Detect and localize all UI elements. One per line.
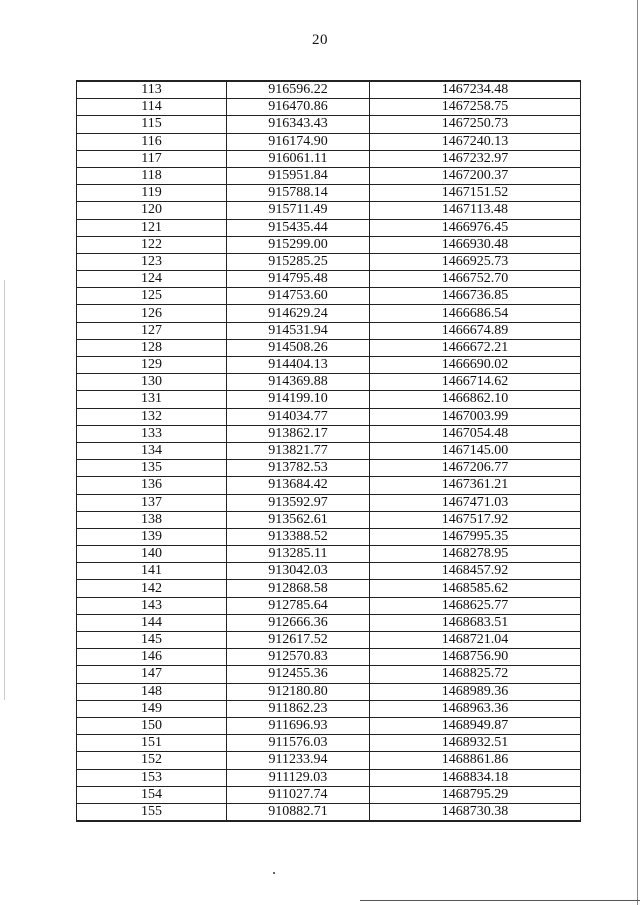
table-row — [77, 391, 581, 408]
point-number-cell: 123 — [77, 253, 227, 270]
x-coordinate-cell: 914369.88 — [227, 374, 370, 391]
y-coordinate-cell: 1468721.04 — [370, 632, 581, 649]
x-coordinate-cell: 911129.03 — [227, 769, 370, 786]
y-coordinate-cell: 1467054.48 — [370, 425, 581, 442]
table-row — [77, 288, 581, 305]
point-number-cell: 118 — [77, 167, 227, 184]
y-coordinate-cell: 1466925.73 — [370, 253, 581, 270]
x-coordinate-cell: 916343.43 — [227, 116, 370, 133]
table-row — [77, 563, 581, 580]
table-row — [77, 769, 581, 786]
table-row — [77, 546, 581, 563]
x-coordinate-cell: 914629.24 — [227, 305, 370, 322]
x-coordinate-cell: 912617.52 — [227, 632, 370, 649]
point-number-cell: 152 — [77, 752, 227, 769]
x-coordinate-cell: 915951.84 — [227, 167, 370, 184]
point-number-cell: 153 — [77, 769, 227, 786]
x-coordinate-cell: 911696.93 — [227, 717, 370, 734]
scan-speck — [273, 872, 275, 874]
x-coordinate-cell: 915435.44 — [227, 219, 370, 236]
point-number-cell: 135 — [77, 460, 227, 477]
x-coordinate-cell: 915788.14 — [227, 185, 370, 202]
table-row — [77, 133, 581, 150]
y-coordinate-cell: 1468834.18 — [370, 769, 581, 786]
y-coordinate-cell: 1466674.89 — [370, 322, 581, 339]
x-coordinate-cell: 911027.74 — [227, 786, 370, 803]
scan-edge-line-left — [4, 280, 5, 700]
point-number-cell: 136 — [77, 477, 227, 494]
point-number-cell: 116 — [77, 133, 227, 150]
point-number-cell: 125 — [77, 288, 227, 305]
x-coordinate-cell: 911576.03 — [227, 735, 370, 752]
point-number-cell: 140 — [77, 546, 227, 563]
table-row — [77, 236, 581, 253]
y-coordinate-cell: 1467361.21 — [370, 477, 581, 494]
x-coordinate-cell: 913684.42 — [227, 477, 370, 494]
x-coordinate-cell: 914034.77 — [227, 408, 370, 425]
x-coordinate-cell: 911862.23 — [227, 700, 370, 717]
point-number-cell: 128 — [77, 339, 227, 356]
y-coordinate-cell: 1467232.97 — [370, 150, 581, 167]
y-coordinate-cell: 1467113.48 — [370, 202, 581, 219]
y-coordinate-cell: 1468861.86 — [370, 752, 581, 769]
y-coordinate-cell: 1468730.38 — [370, 803, 581, 821]
table-row — [77, 305, 581, 322]
point-number-cell: 141 — [77, 563, 227, 580]
point-number-cell: 132 — [77, 408, 227, 425]
point-number-cell: 138 — [77, 511, 227, 528]
y-coordinate-cell: 1467003.99 — [370, 408, 581, 425]
x-coordinate-cell: 912180.80 — [227, 683, 370, 700]
point-number-cell: 121 — [77, 219, 227, 236]
y-coordinate-cell: 1468585.62 — [370, 580, 581, 597]
table-row — [77, 99, 581, 116]
y-coordinate-cell: 1467151.52 — [370, 185, 581, 202]
y-coordinate-cell: 1468825.72 — [370, 666, 581, 683]
point-number-cell: 147 — [77, 666, 227, 683]
x-coordinate-cell: 916596.22 — [227, 81, 370, 99]
table-row — [77, 717, 581, 734]
point-number-cell: 142 — [77, 580, 227, 597]
x-coordinate-cell: 914199.10 — [227, 391, 370, 408]
table-row — [77, 442, 581, 459]
y-coordinate-cell: 1467471.03 — [370, 494, 581, 511]
y-coordinate-cell: 1466752.70 — [370, 271, 581, 288]
table-row — [77, 580, 581, 597]
y-coordinate-cell: 1468625.77 — [370, 597, 581, 614]
table-row — [77, 425, 581, 442]
table-row — [77, 339, 581, 356]
x-coordinate-cell: 916174.90 — [227, 133, 370, 150]
x-coordinate-cell: 912570.83 — [227, 649, 370, 666]
x-coordinate-cell: 913562.61 — [227, 511, 370, 528]
table-row — [77, 374, 581, 391]
table-row — [77, 219, 581, 236]
point-number-cell: 127 — [77, 322, 227, 339]
y-coordinate-cell: 1468989.36 — [370, 683, 581, 700]
y-coordinate-cell: 1466736.85 — [370, 288, 581, 305]
y-coordinate-cell: 1467258.75 — [370, 99, 581, 116]
x-coordinate-cell: 913782.53 — [227, 460, 370, 477]
table-row — [77, 167, 581, 184]
point-number-cell: 122 — [77, 236, 227, 253]
x-coordinate-cell: 915299.00 — [227, 236, 370, 253]
y-coordinate-cell: 1467250.73 — [370, 116, 581, 133]
point-number-cell: 149 — [77, 700, 227, 717]
x-coordinate-cell: 912868.58 — [227, 580, 370, 597]
table-row — [77, 357, 581, 374]
y-coordinate-cell: 1466686.54 — [370, 305, 581, 322]
table-row — [77, 185, 581, 202]
table-row — [77, 460, 581, 477]
y-coordinate-cell: 1467517.92 — [370, 511, 581, 528]
table-row — [77, 202, 581, 219]
x-coordinate-cell: 916470.86 — [227, 99, 370, 116]
point-number-cell: 139 — [77, 528, 227, 545]
y-coordinate-cell: 1466976.45 — [370, 219, 581, 236]
table-row — [77, 116, 581, 133]
y-coordinate-cell: 1466690.02 — [370, 357, 581, 374]
x-coordinate-cell: 913042.03 — [227, 563, 370, 580]
y-coordinate-cell: 1467200.37 — [370, 167, 581, 184]
x-coordinate-cell: 913862.17 — [227, 425, 370, 442]
table-row — [77, 735, 581, 752]
x-coordinate-cell: 913592.97 — [227, 494, 370, 511]
table-row — [77, 528, 581, 545]
y-coordinate-cell: 1466672.21 — [370, 339, 581, 356]
table-row — [77, 322, 581, 339]
x-coordinate-cell: 914404.13 — [227, 357, 370, 374]
point-number-cell: 146 — [77, 649, 227, 666]
table-row — [77, 408, 581, 425]
point-number-cell: 113 — [77, 81, 227, 99]
y-coordinate-cell: 1468949.87 — [370, 717, 581, 734]
point-number-cell: 119 — [77, 185, 227, 202]
x-coordinate-cell: 911233.94 — [227, 752, 370, 769]
point-number-cell: 130 — [77, 374, 227, 391]
y-coordinate-cell: 1466930.48 — [370, 236, 581, 253]
x-coordinate-cell: 916061.11 — [227, 150, 370, 167]
y-coordinate-cell: 1468683.51 — [370, 614, 581, 631]
y-coordinate-cell: 1468278.95 — [370, 546, 581, 563]
scan-edge-line-bottom — [360, 900, 640, 901]
table-row — [77, 649, 581, 666]
y-coordinate-cell: 1467206.77 — [370, 460, 581, 477]
point-number-cell: 151 — [77, 735, 227, 752]
y-coordinate-cell: 1468756.90 — [370, 649, 581, 666]
point-number-cell: 124 — [77, 271, 227, 288]
table-row — [77, 752, 581, 769]
y-coordinate-cell: 1467145.00 — [370, 442, 581, 459]
table-row — [77, 614, 581, 631]
x-coordinate-cell: 914508.26 — [227, 339, 370, 356]
table-row — [77, 271, 581, 288]
table-row — [77, 803, 581, 821]
table-row — [77, 786, 581, 803]
point-number-cell: 129 — [77, 357, 227, 374]
x-coordinate-cell: 910882.71 — [227, 803, 370, 821]
table-row — [77, 700, 581, 717]
table-row — [77, 494, 581, 511]
y-coordinate-cell: 1468795.29 — [370, 786, 581, 803]
point-number-cell: 117 — [77, 150, 227, 167]
table-row — [77, 150, 581, 167]
y-coordinate-cell: 1467240.13 — [370, 133, 581, 150]
y-coordinate-cell: 1468457.92 — [370, 563, 581, 580]
scan-edge-line-right — [637, 0, 638, 905]
point-number-cell: 145 — [77, 632, 227, 649]
point-number-cell: 137 — [77, 494, 227, 511]
x-coordinate-cell: 913285.11 — [227, 546, 370, 563]
x-coordinate-cell: 915711.49 — [227, 202, 370, 219]
point-number-cell: 131 — [77, 391, 227, 408]
y-coordinate-cell: 1467995.35 — [370, 528, 581, 545]
table-row — [77, 683, 581, 700]
table-row — [77, 666, 581, 683]
x-coordinate-cell: 912666.36 — [227, 614, 370, 631]
x-coordinate-cell: 915285.25 — [227, 253, 370, 270]
point-number-cell: 126 — [77, 305, 227, 322]
x-coordinate-cell: 912455.36 — [227, 666, 370, 683]
point-number-cell: 150 — [77, 717, 227, 734]
point-number-cell: 144 — [77, 614, 227, 631]
y-coordinate-cell: 1467234.48 — [370, 81, 581, 99]
point-number-cell: 154 — [77, 786, 227, 803]
point-number-cell: 120 — [77, 202, 227, 219]
point-number-cell: 143 — [77, 597, 227, 614]
coordinate-table-body — [77, 81, 581, 821]
y-coordinate-cell: 1466714.62 — [370, 374, 581, 391]
x-coordinate-cell: 914753.60 — [227, 288, 370, 305]
y-coordinate-cell: 1468932.51 — [370, 735, 581, 752]
y-coordinate-cell: 1468963.36 — [370, 700, 581, 717]
table-row — [77, 632, 581, 649]
y-coordinate-cell: 1466862.10 — [370, 391, 581, 408]
point-number-cell: 155 — [77, 803, 227, 821]
point-number-cell: 114 — [77, 99, 227, 116]
x-coordinate-cell: 914531.94 — [227, 322, 370, 339]
x-coordinate-cell: 913388.52 — [227, 528, 370, 545]
coordinate-table — [76, 80, 581, 822]
table-row — [77, 597, 581, 614]
point-number-cell: 148 — [77, 683, 227, 700]
x-coordinate-cell: 912785.64 — [227, 597, 370, 614]
point-number-cell: 134 — [77, 442, 227, 459]
table-row — [77, 253, 581, 270]
x-coordinate-cell: 914795.48 — [227, 271, 370, 288]
x-coordinate-cell: 913821.77 — [227, 442, 370, 459]
table-row — [77, 81, 581, 99]
page-number: 20 — [312, 32, 328, 48]
point-number-cell: 133 — [77, 425, 227, 442]
table-row — [77, 477, 581, 494]
table-row — [77, 511, 581, 528]
point-number-cell: 115 — [77, 116, 227, 133]
